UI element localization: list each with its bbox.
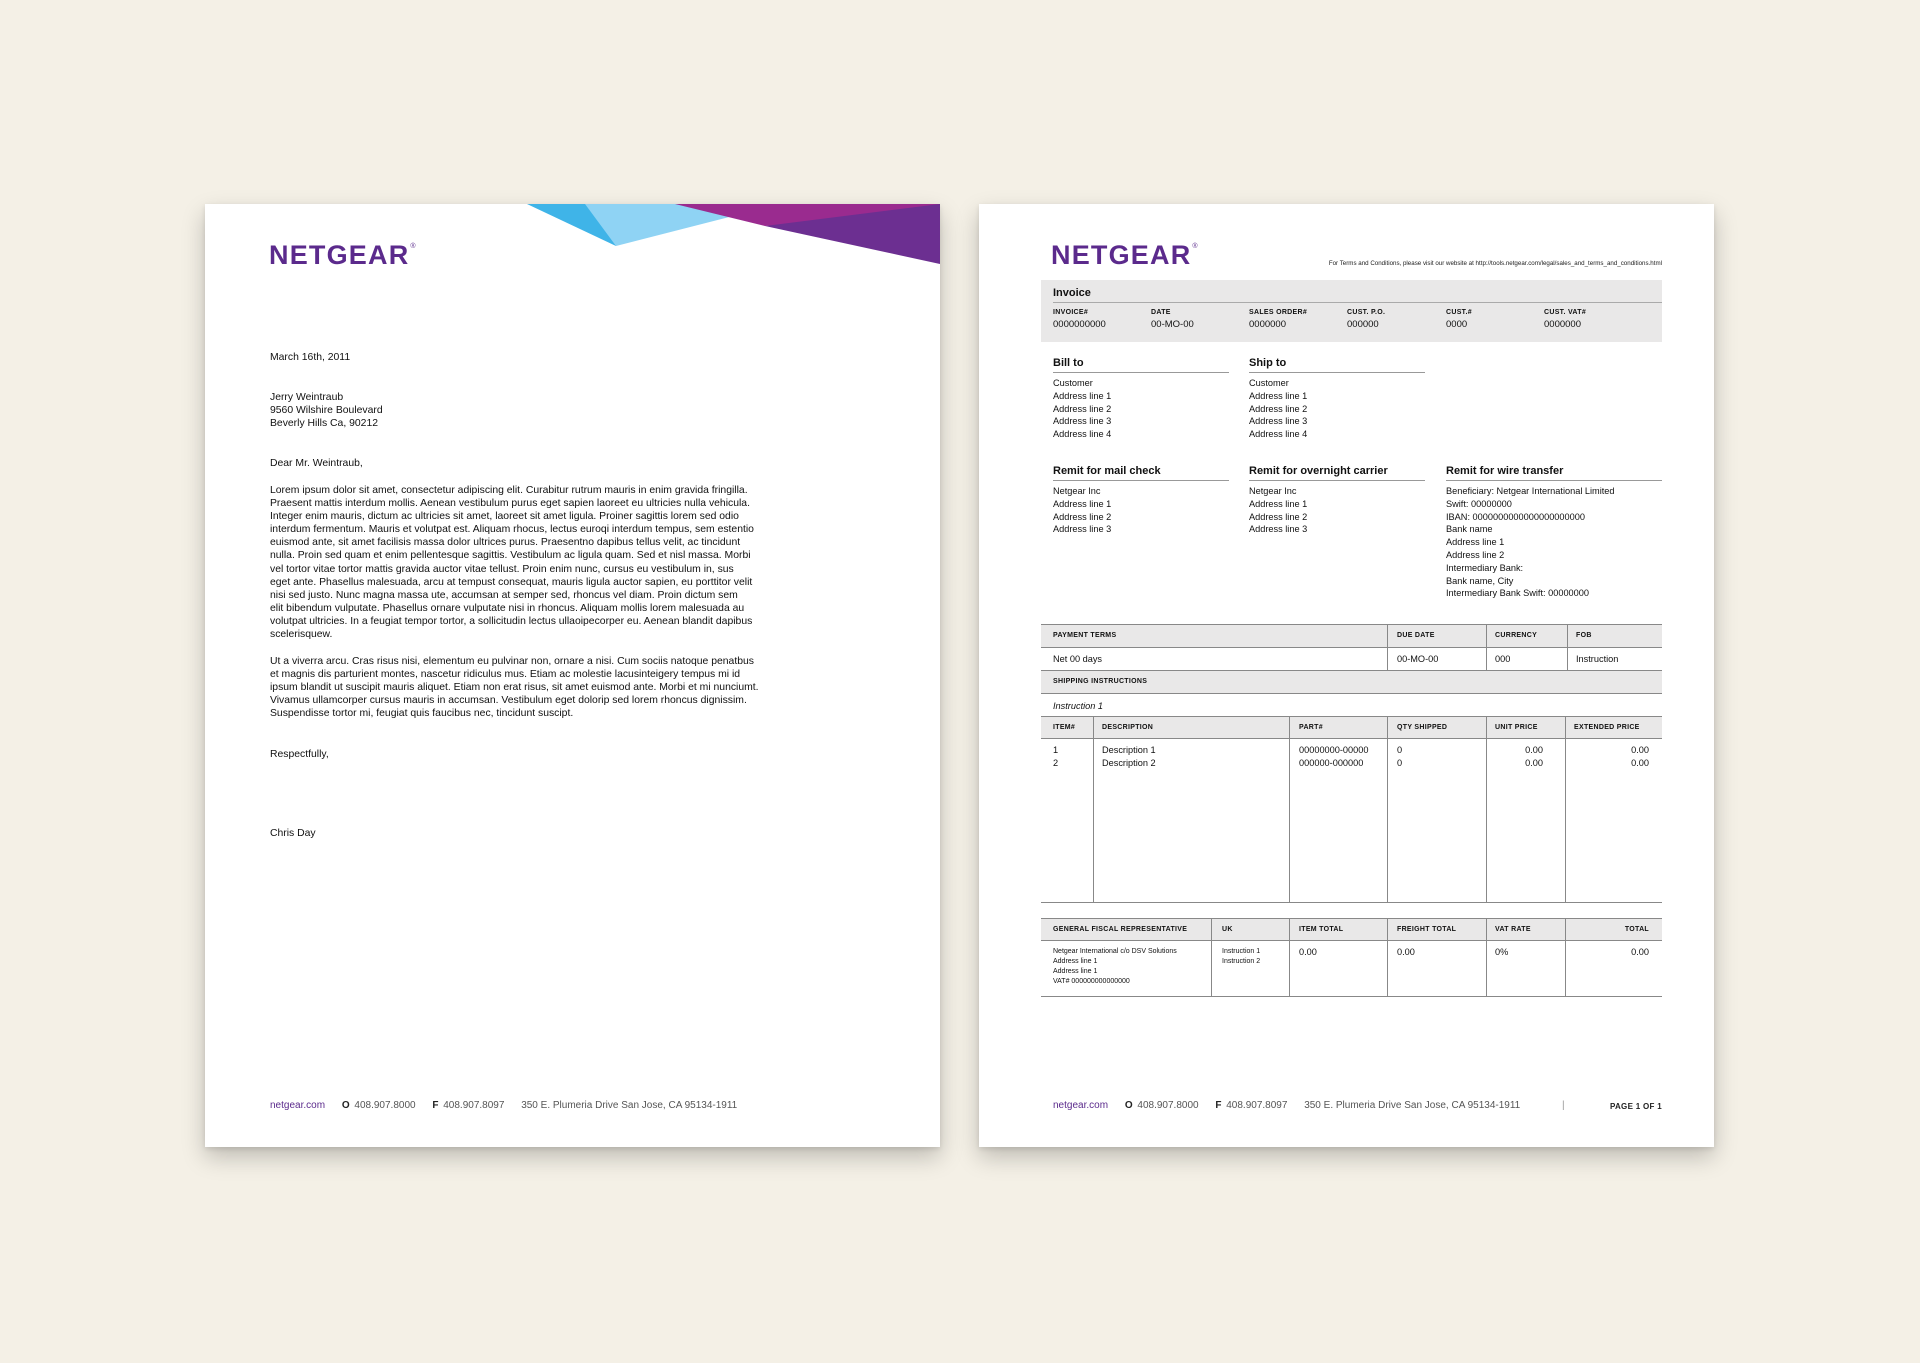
- fob-value: Instruction: [1576, 654, 1619, 664]
- part-number-header: PART#: [1299, 724, 1323, 731]
- totals-table: [1041, 918, 1662, 998]
- qty-shipped-header: QTY SHIPPED: [1397, 724, 1448, 731]
- fob-header: FOB: [1576, 632, 1592, 639]
- freight-total-value: 0.00: [1397, 947, 1415, 957]
- recipient-line: Jerry Weintraub: [270, 392, 344, 403]
- unit-price-header: UNIT PRICE: [1495, 724, 1538, 731]
- shipping-instructions-header: SHIPPING INSTRUCTIONS: [1053, 678, 1148, 685]
- fiscal-representative-value: Netgear International c/o DSV Solutions Address line 1 Address line 1 VAT# 000000000000000: [1053, 948, 1177, 985]
- table-header: [1041, 624, 1662, 648]
- page-number: PAGE 1 OF 1: [1609, 1102, 1662, 1111]
- phone-label: O: [341, 1100, 350, 1111]
- cust-number-field: CUST.# 0000: [1446, 309, 1472, 330]
- payment-terms-value: Net 00 days: [1053, 654, 1103, 664]
- invoice-date-field: DATE 00-MO-00: [1151, 309, 1194, 330]
- recipient-line: 9560 Wilshire Boulevard: [270, 405, 383, 417]
- website-link[interactable]: netgear.com: [270, 1100, 326, 1111]
- payment-terms-table: [1041, 624, 1662, 714]
- currency-header: CURRENCY: [1495, 632, 1538, 639]
- invoice-page: [979, 204, 1714, 1147]
- sales-order-field: SALES ORDER# 0000000: [1249, 309, 1308, 330]
- phone-number: 408.907.8000: [1137, 1100, 1199, 1111]
- bill-to-block: Bill to Customer Address line 1 Address line 2 Address line 3 Address line 4: [1053, 357, 1229, 441]
- vat-rate-header: VAT RATE: [1495, 926, 1531, 933]
- freight-total-header: FREIGHT TOTAL: [1397, 926, 1457, 933]
- phone-label: O: [1124, 1100, 1133, 1111]
- recipient-line: Beverly Hills Ca, 90212: [270, 418, 378, 430]
- invoice-title: Invoice: [1053, 287, 1091, 299]
- invoice-number-field: INVOICE# 0000000000: [1053, 309, 1106, 330]
- letter-footer: [270, 1100, 737, 1111]
- due-date-header: DUE DATE: [1397, 632, 1435, 639]
- netgear-logo: NETGEAR®: [269, 240, 417, 270]
- remit-wire-block: Remit for wire transfer Beneficiary: Netgear International Limited Swift: 00000000 IBAN: 0000000000000000000000 Bank name Address line 1 Address line 2 Intermediary Bank: Bank name, City Intermediary Bank Swift: 00000000: [1446, 465, 1662, 600]
- signature-name: Chris Day: [270, 828, 316, 839]
- terms-note: For Terms and Conditions, please visit our website at http://tools.netgear.com/legal/sales_and_terms_and_conditions.html: [1328, 260, 1662, 267]
- body-paragraph-1: Lorem ipsum dolor sit amet, consectetur adipiscing elit. Curabitur rutrum mauris in enim gravida fringilla. Praesent mattis interdum mollis. Aenean vestibulum purus eget sapien laoreet eu ultricies nulla vehicula. Integer enim mauris, dictum ac ultricies sit amet, laoreet sit amet ligula. Proiner sagittis lorem sed odio interdum fermentum. Mauris et volutpat est. Aliquam rhocus, lectus euroqi interdum tempus, sem estentio euismod ante, sit amet facilisis massa dolor ultrices purus. Praesentno dapibus tellus velit, ac tincidunt nulla. Proin sed quam et enim pellentesque sagittis. Vestibulum ac ligula quam. Sed et nisl massa. Morbi vel tortor vitae tortor mattis gravida auctor vitae tellust. Proin enim nunc, cursus eu vestibulum in, sus eget ante. Phasellus malesuada, arcu at tempust consequat, mauris ligula auctor sapien, eu porttitor velit nisi sed justo. Nunc magna massa ute, accumsan at semper sed, rhoncus vel diam. Proin dictum sem elit bibendum vulputate. Phasellus ornare vulputate nisi in rhoncus. Aliquam mollis lorem malesuada au volutpat ultricies. In a feugiat tempor tortor, a sollicitudin lectus ullaoipecorper eu. Aenean blandit dapibus scelerisquew.: [270, 485, 754, 641]
- payment-terms-header: PAYMENT TERMS: [1053, 632, 1117, 639]
- website-link[interactable]: netgear.com: [1053, 1100, 1109, 1111]
- recipient-address: [270, 391, 383, 430]
- fiscal-representative-header: GENERAL FISCAL REPRESENTATIVE: [1053, 926, 1188, 933]
- cust-vat-field: CUST. VAT# 0000000: [1544, 309, 1587, 330]
- fax-number: 408.907.8097: [1226, 1100, 1288, 1111]
- phone-number: 408.907.8000: [354, 1100, 416, 1111]
- company-address: 350 E. Plumeria Drive San Jose, CA 95134-1911: [521, 1100, 738, 1111]
- due-date-value: 00-MO-00: [1397, 654, 1439, 664]
- salutation: Dear Mr. Weintraub,: [270, 458, 363, 469]
- uk-value: Instruction 1 Instruction 2: [1222, 948, 1261, 965]
- item-total-header: ITEM TOTAL: [1299, 926, 1344, 933]
- invoice-header-band: [1041, 280, 1662, 342]
- item-total-value: 0.00: [1299, 947, 1317, 957]
- footer-divider: |: [1562, 1100, 1565, 1111]
- body-paragraph-2: Ut a viverra arcu. Cras risus nisi, elementum eu pulvinar non, ornare a nisi. Cum sociis natoque penatbus et magnis dis parturient montes, nascetur ridiculus mus. Etiam ac molestie lacusinteigery tempus mi id ipsum blandit ut suscipit mauris aliquet. Etiam non erat risus, sit amet euismod ante. Morbi et mi nunciumt. Vivamus ullamcorper cursus mauris in accumsan. Vestibulum eget dolorip sed lorem rhoncus dignissim. Suspendisse tortor mi, feugiat quis faucibus nec, tincidunt suscipt.: [270, 656, 759, 720]
- line-items-table: ITEM# DESCRIPTION PART# QTY SHIPPED UNIT PRICE EXTENDED PRICE 1 Description 1 00000000-00000 0 0.00 0.00 2 Description 2 000000-000000 0 0.00 0.00: [1041, 716, 1662, 904]
- total-header: TOTAL: [1624, 926, 1649, 933]
- closing: Respectfully,: [270, 749, 329, 760]
- remit-mail-block: Remit for mail check Netgear Inc Address line 1 Address line 2 Address line 3: [1053, 465, 1229, 536]
- currency-value: 000: [1495, 654, 1511, 664]
- fax-label: F: [1215, 1100, 1222, 1111]
- letterhead-page: [205, 204, 940, 1147]
- letter-date: March 16th, 2011: [270, 352, 351, 363]
- cust-po-field: CUST. P.O. 000000: [1347, 309, 1386, 330]
- total-value: 0.00: [1631, 947, 1649, 957]
- uk-header: UK: [1222, 926, 1233, 933]
- fax-number: 408.907.8097: [443, 1100, 505, 1111]
- extended-price-header: EXTENDED PRICE: [1574, 724, 1640, 731]
- company-address: 350 E. Plumeria Drive San Jose, CA 95134-1911: [1304, 1100, 1521, 1111]
- fax-label: F: [432, 1100, 439, 1111]
- shipping-instructions-value: Instruction 1: [1053, 701, 1104, 711]
- ship-to-block: Ship to Customer Address line 1 Address line 2 Address line 3 Address line 4: [1249, 357, 1425, 441]
- invoice-footer: [1053, 1100, 1520, 1111]
- remit-carrier-block: Remit for overnight carrier Netgear Inc Address line 1 Address line 2 Address line 3: [1249, 465, 1425, 536]
- netgear-logo: NETGEAR®: [1051, 240, 1199, 270]
- vat-rate-value: 0%: [1495, 947, 1509, 957]
- item-number-header: ITEM#: [1053, 724, 1076, 731]
- description-header: DESCRIPTION: [1102, 724, 1154, 731]
